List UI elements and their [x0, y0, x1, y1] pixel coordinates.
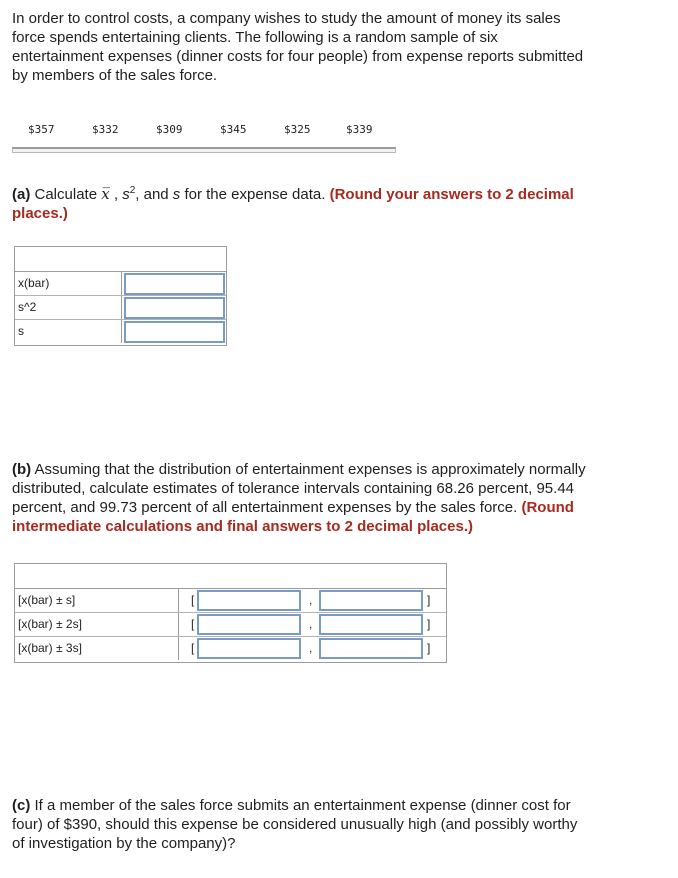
part-b-round-note: (Round [521, 499, 574, 516]
interval-1-upper-input[interactable] [319, 590, 423, 611]
expense-value: $332 [92, 123, 119, 136]
part-b-text: distributed, calculate estimates of tolerance intervals containing 68.26 percent, 95.44 [12, 480, 575, 497]
s-input[interactable] [124, 321, 225, 343]
interval-2-lower-input[interactable] [197, 614, 301, 635]
part-a-round-note: (Round your answers to 2 decimal [329, 186, 574, 203]
row-label: [x(bar) ± s] [15, 589, 179, 612]
row-label: [x(bar) ± 3s] [15, 637, 179, 660]
part-a-text: for the expense data. [180, 186, 330, 203]
part-c-text: of investigation by the company)? [12, 835, 236, 852]
expense-value: $357 [28, 123, 55, 136]
expense-value: $345 [220, 123, 247, 136]
open-bracket: [ [191, 617, 195, 631]
open-bracket: [ [191, 641, 195, 655]
row-label: s^2 [15, 296, 122, 319]
s-symbol: s [122, 186, 130, 203]
intro-paragraph [12, 9, 662, 85]
row-label: s [15, 320, 122, 343]
part-a-text: Calculate [30, 186, 102, 203]
part-c-question [12, 796, 662, 853]
s-symbol: s [172, 186, 181, 203]
table-header [15, 247, 226, 272]
table-row [15, 296, 226, 320]
part-a-label: (a) [12, 186, 31, 203]
interval-1-lower-input[interactable] [197, 590, 301, 611]
comma: , [309, 617, 313, 631]
row-label: x(bar) [15, 272, 122, 295]
part-c-label: (c) [12, 797, 31, 814]
intro-line: In order to control costs, a company wishes to study the amount of money its sales [12, 10, 561, 27]
intro-line: force spends entertaining clients. The following is a random sample of six [12, 29, 498, 46]
part-b-round-note: intermediate calculations and final answers to 2 decimal places.) [12, 518, 473, 535]
close-bracket: ] [427, 641, 431, 655]
part-a-text: , and [135, 186, 173, 203]
expense-value: $309 [156, 123, 183, 136]
table-row [15, 320, 226, 343]
xbar-input[interactable] [124, 273, 225, 295]
close-bracket: ] [427, 617, 431, 631]
s-squared-input[interactable] [124, 297, 225, 319]
data-divider [12, 147, 396, 153]
row-label: [x(bar) ± 2s] [15, 613, 179, 636]
part-a-text: , [109, 186, 123, 203]
close-bracket: ] [427, 593, 431, 607]
intro-line: entertainment expenses (dinner costs for four people) from expense reports submitted [12, 48, 584, 65]
interval-3-upper-input[interactable] [319, 638, 423, 659]
part-b-text: Assuming that the distribution of entertainment expenses is approximately normally [31, 461, 586, 478]
intro-line: by members of the sales force. [12, 67, 218, 84]
interval-2-upper-input[interactable] [319, 614, 423, 635]
part-b-question [12, 460, 662, 536]
part-c-text: If a member of the sales force submits an entertainment expense (dinner cost for [30, 797, 571, 814]
part-b-text: percent, and 99.73 percent of all entertainment expenses by the sales force. [12, 499, 522, 516]
table-row [15, 613, 446, 637]
expense-value: $325 [284, 123, 311, 136]
part-a-round-note: places.) [12, 205, 68, 222]
xbar-symbol: x̅ [101, 185, 110, 203]
part-a-table [14, 246, 227, 346]
table-row [15, 272, 226, 296]
interval-3-lower-input[interactable] [197, 638, 301, 659]
comma: , [309, 593, 313, 607]
table-row [15, 637, 446, 660]
superscript-2: 2 [129, 185, 136, 196]
open-bracket: [ [191, 593, 195, 607]
part-a-question [12, 181, 662, 223]
part-b-label: (b) [12, 461, 32, 478]
comma: , [309, 641, 313, 655]
part-c-text: four) of $390, should this expense be considered unusually high (and possibly worthy [12, 816, 578, 833]
expense-value: $339 [346, 123, 373, 136]
table-row [15, 589, 446, 613]
part-b-table [14, 563, 447, 663]
table-header [15, 564, 446, 589]
